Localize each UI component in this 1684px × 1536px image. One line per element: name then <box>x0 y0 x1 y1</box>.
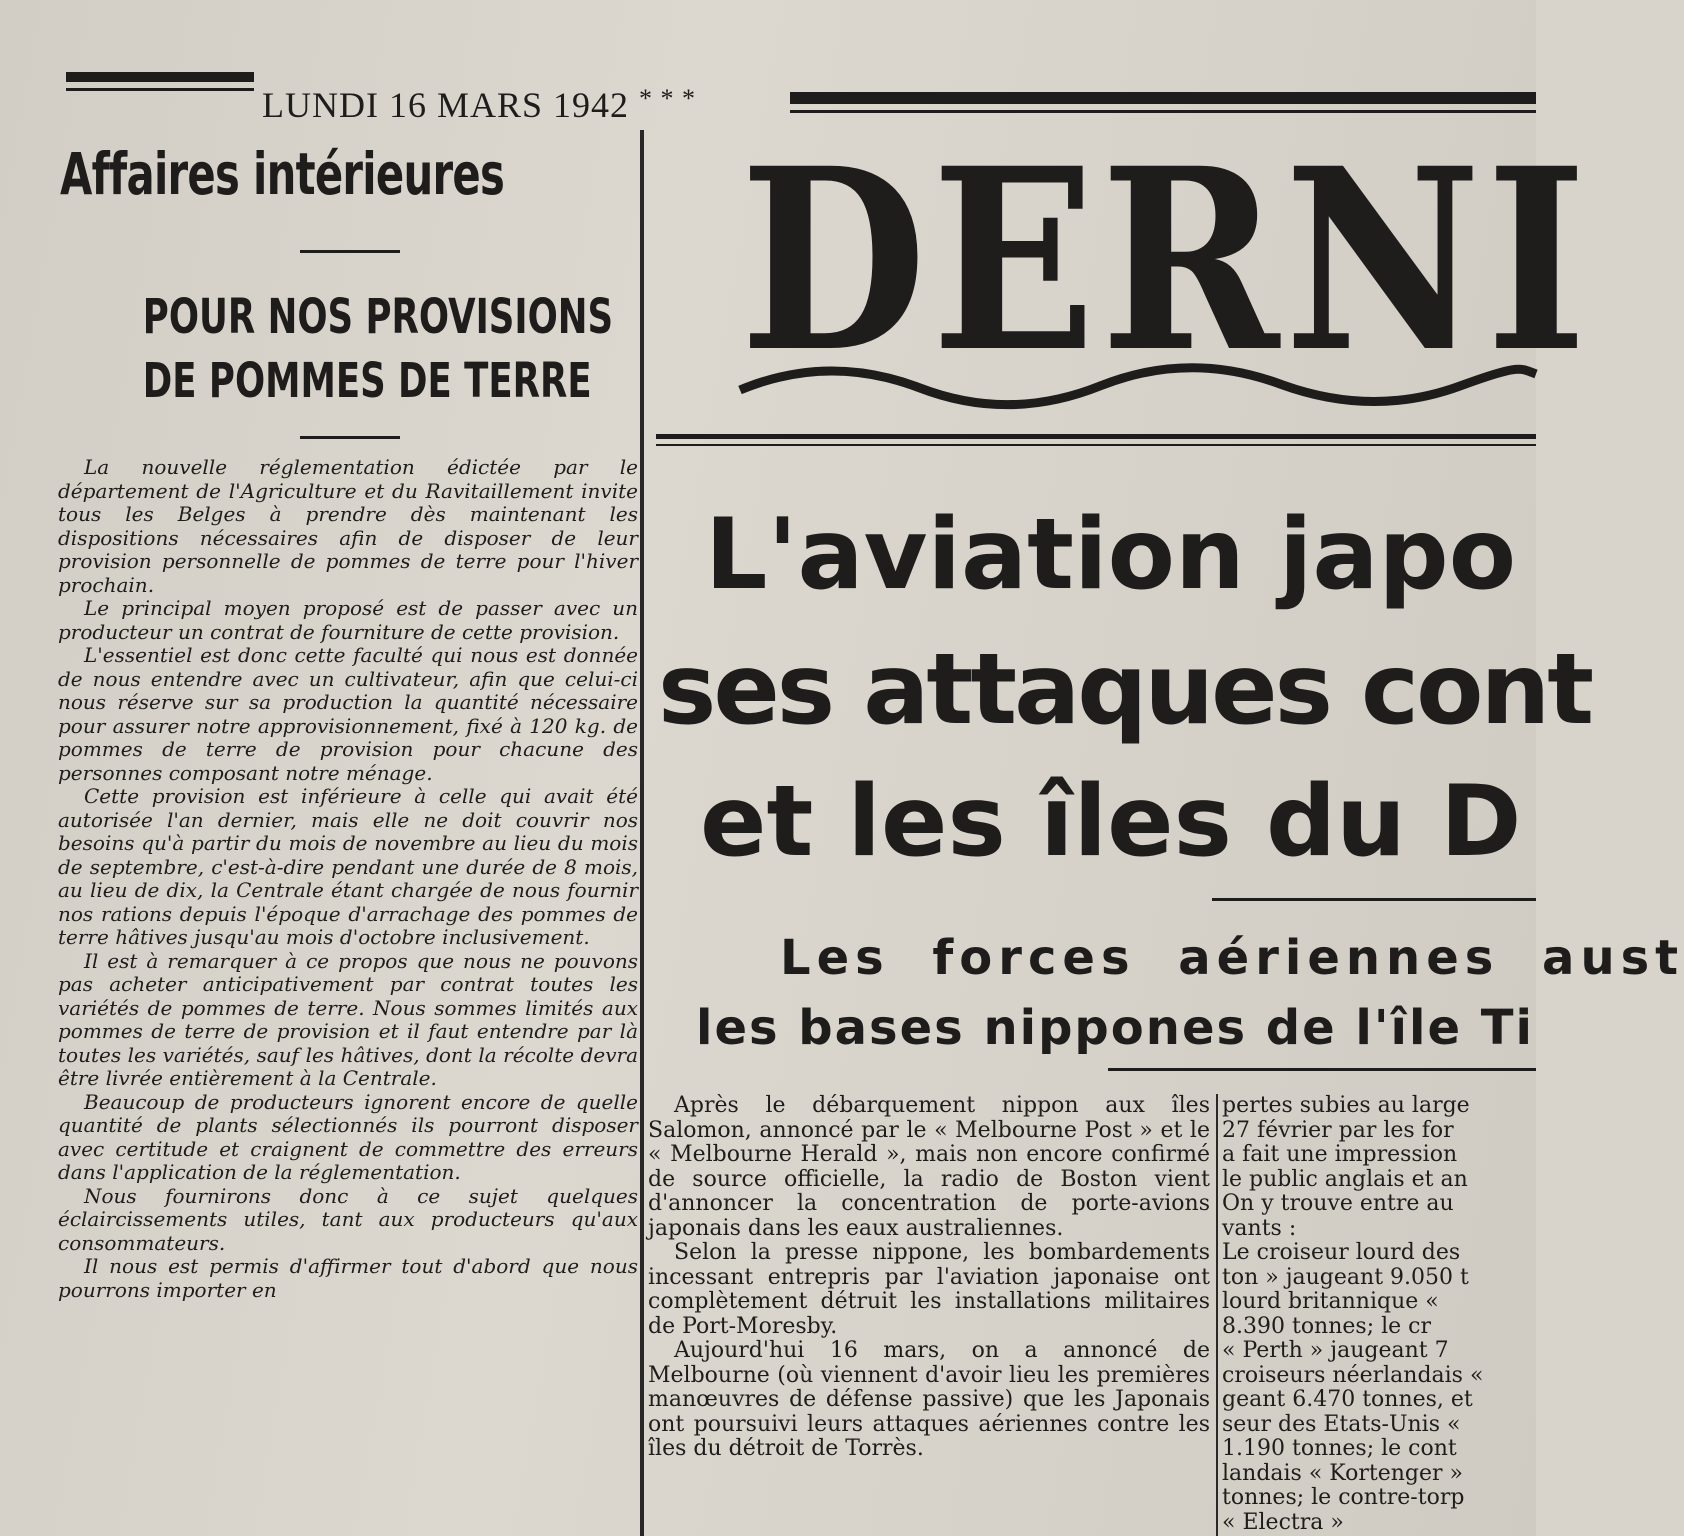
paragraph: Beaucoup de producteurs ignorent encore de quelle quantité de plants sélectionnés ils pourront disposer avec certitude et craignent de commettre des erreurs dans l'application de la réglementation. <box>58 1089 638 1184</box>
paragraph: Le principal moyen proposé est de passer avec un producteur un contrat de fourniture de cette provision. <box>58 596 638 644</box>
main-headline-line-1: L'aviation japo <box>705 498 1517 612</box>
issue-date-text: LUNDI 16 MARS 1942 <box>262 85 630 125</box>
issue-date <box>262 84 762 128</box>
paragraph: Nous fournirons donc à ce sujet quelques éclaircissements utiles, tant aux producteurs qu'aux consommateurs. <box>58 1183 638 1255</box>
wave-ornament <box>740 360 1536 410</box>
masthead-rule-left-thin <box>66 88 254 91</box>
paragraph: Selon la presse nippone, les bombardements incessant entrepris par l'aviation japonaise ont complètement détruit les installations militaires de Port-Moresby. <box>648 1240 1210 1339</box>
text-line: 8.390 tonnes; le cr <box>1222 1313 1431 1339</box>
left-article-body <box>58 456 638 1536</box>
masthead-rule-left-thick <box>66 72 254 82</box>
text-line: croiseurs néerlandais « <box>1222 1362 1484 1388</box>
text-line: 27 février par les for <box>1222 1117 1454 1143</box>
subheadline-line-2: les bases nippones de l'île Ti <box>696 1000 1534 1056</box>
main-headline-line-3: et les îles du D <box>700 765 1522 879</box>
headline-rule <box>1212 898 1536 901</box>
text-line: Le croiseur lourd des <box>1222 1240 1461 1265</box>
text-line: geant 6.470 tonnes, et <box>1222 1387 1473 1412</box>
text-line: a fait une impression <box>1222 1142 1458 1167</box>
paragraph: Il nous est permis d'affirmer tout d'abord que nous pourrons importer en <box>58 1254 638 1302</box>
subheadline-line-1: Les forces aériennes aust <box>780 930 1684 986</box>
text-line: le public anglais et an <box>1222 1166 1468 1192</box>
paragraph: Cette provision est inférieure à celle qui avait été autorisée l'an dernier, mais elle ne doit couvrir nos besoins qu'à partir du mois de novembre au lieu du mois de septembre, c'est-à-dire pendant une durée de 8 mois, au lieu de dix, la Centrale étant chargée de nous fournir nos rations depuis l'époque d'arrachage des pommes de terre hâtives jusqu'au mois d'octobre inclusivement. <box>58 784 638 949</box>
column-divider <box>640 130 644 1536</box>
right-article-column <box>1222 1094 1536 1536</box>
left-headline-line: POUR NOS PROVISIONS <box>142 289 614 345</box>
section-rubric: Affaires intérieures <box>60 140 505 208</box>
left-headline-line: DE POMMES DE TERRE <box>142 353 592 409</box>
main-article-body <box>648 1094 1210 1536</box>
article-column-divider <box>1216 1094 1218 1536</box>
text-line: « Perth » jaugeant 7 <box>1222 1338 1449 1363</box>
main-headline-line-2: ses attaques cont <box>658 633 1592 747</box>
date-stars: * * * <box>639 84 697 113</box>
rubric-separator <box>300 250 400 253</box>
text-line: ton » jaugeant 9.050 t <box>1222 1264 1469 1290</box>
subhead-rule <box>1108 1068 1536 1071</box>
paragraph: La nouvelle réglementation édictée par le département de l'Agriculture et du Ravitaillement invite tous les Belges à prendre dès maintenant les dispositions nécessaires afin de disposer de leur provision personnelle de pommes de terre pour l'hiver prochain. <box>58 455 638 597</box>
text-line: lourd britannique « <box>1222 1289 1439 1314</box>
left-headline <box>70 285 630 415</box>
text-line: landais « Kortenger » <box>1222 1460 1464 1486</box>
paragraph: Il est à remarquer à ce propos que nous ne pouvons pas acheter anticipativement par contrat toutes les variétés de pommes de terre. Nous sommes limités aux pommes de terre de provision et il faut entendre par là toutes les variétés, sauf les hâtives, dont la récolte devra être livrée entièrement à la Centrale. <box>58 948 638 1090</box>
title-underline-thin <box>656 444 1536 446</box>
newspaper-section-title: DERNI <box>740 113 1592 407</box>
text-line: On y trouve entre au <box>1222 1191 1454 1216</box>
text-line: pertes subies au large <box>1222 1093 1470 1118</box>
text-line: tonnes; le contre-torp <box>1222 1485 1465 1510</box>
paragraph: L'essentiel est donc cette faculté qui nous est donnée de nous entendre avec un cultivateur, afin que celui-ci nous réserve sur sa production la quantité nécessaire pour assurer notre approvisionnement, fixé à 120 kg. de pommes de terre de provision pour chacune des personnes composant notre ménage. <box>58 643 638 785</box>
text-line: « Electra » <box>1222 1509 1344 1535</box>
text-line: 1.190 tonnes; le cont <box>1222 1436 1457 1461</box>
paragraph: Aujourd'hui 16 mars, on a annoncé de Melbourne (où viennent d'avoir lieu les premières manœuvres de défense passive) que les Japonais ont poursuivi leurs attaques aériennes contre les îles du détroit de Torrès. <box>648 1338 1210 1461</box>
title-underline <box>656 434 1536 439</box>
masthead-rule-right-thick <box>790 92 1536 104</box>
text-line: seur des Etats-Unis « <box>1222 1411 1461 1437</box>
headline-separator <box>300 436 400 439</box>
paragraph: Après le débarquement nippon aux îles Salomon, annoncé par le « Melbourne Post » et le « Melbourne Herald », mais non encore confirmé de source officielle, la radio de Boston vient d'annoncer la concentration de porte-avions japonais dans les eaux australiennes. <box>648 1093 1210 1241</box>
text-line: vants : <box>1222 1215 1297 1241</box>
